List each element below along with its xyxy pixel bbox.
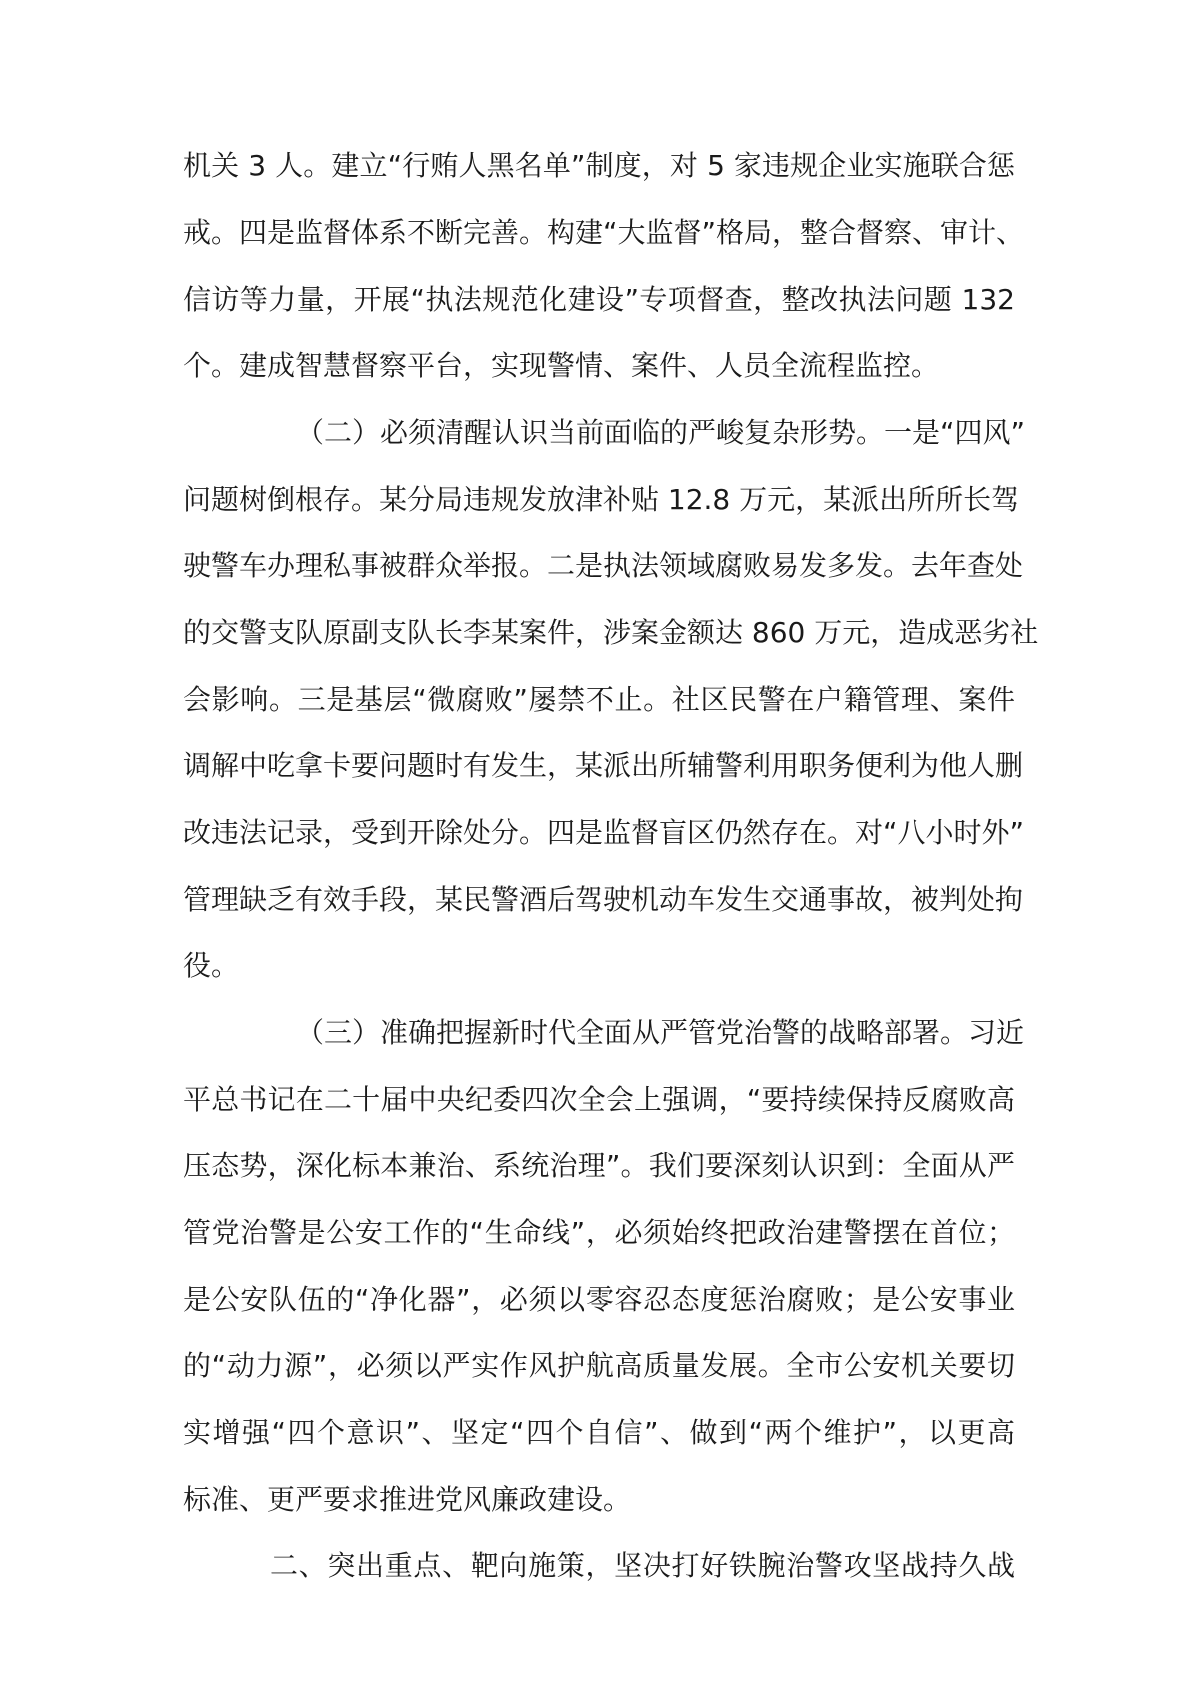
text-line: 压态势，深化标本兼治、系统治理”。我们要深刻认识到：全面从严 xyxy=(183,1149,1015,1182)
text-line: 个。建成智慧督察平台，实现警情、案件、人员全流程监控。 xyxy=(183,349,940,382)
paragraph-heading-3: （三）准确把握新时代全面从严管党治警的战略部署。习近 xyxy=(296,1016,1025,1049)
text-line: 役。 xyxy=(183,949,240,982)
text-line: 的交警支队原副支队长李某案件，涉案金额达 860 万元，造成恶劣社 xyxy=(183,616,1039,649)
text-line: 管党治警是公安工作的“生命线”，必须始终把政治建警摆在首位； xyxy=(183,1216,1015,1249)
text-line: 调解中吃拿卡要问题时有发生，某派出所辅警利用职务便利为他人删 xyxy=(183,749,1024,782)
text-line: 的“动力源”，必须以严实作风护航高质量发展。全市公安机关要切 xyxy=(183,1349,1015,1382)
text-line: 是公安队伍的“净化器”，必须以零容忍态度惩治腐败；是公安事业 xyxy=(183,1283,1015,1316)
section-heading: 二、突出重点、靶向施策，坚决打好铁腕治警攻坚战持久战 xyxy=(270,1549,1015,1582)
text-line: 戒。四是监督体系不断完善。构建“大监督”格局，整合督察、审计、 xyxy=(183,216,1025,249)
text-line: 标准、更严要求推进党风廉政建设。 xyxy=(183,1483,632,1516)
text-line: 信访等力量，开展“执法规范化建设”专项督查，整改执法问题 132 xyxy=(183,283,1015,316)
text-line: 机关 3 人。建立“行贿人黑名单”制度，对 5 家违规企业实施联合惩 xyxy=(183,149,1015,182)
text-line: 问题树倒根存。某分局违规发放津补贴 12.8 万元，某派出所所长驾 xyxy=(183,483,1020,516)
text-line: 改违法记录，受到开除处分。四是监督盲区仍然存在。对“八小时外” xyxy=(183,816,1025,849)
text-line: 实增强“四个意识”、坚定“四个自信”、做到“两个维护”，以更高 xyxy=(183,1416,1015,1449)
text-line: 平总书记在二十届中央纪委四次全会上强调，“要持续保持反腐败高 xyxy=(183,1083,1015,1116)
paragraph-heading-2: （二）必须清醒认识当前面临的严峻复杂形势。一是“四风” xyxy=(296,416,1026,449)
text-line: 管理缺乏有效手段，某民警酒后驾驶机动车发生交通事故，被判处拘 xyxy=(183,883,1024,916)
text-line: 驶警车办理私事被群众举报。二是执法领域腐败易发多发。去年查处 xyxy=(183,549,1024,582)
text-line: 会影响。三是基层“微腐败”屡禁不止。社区民警在户籍管理、案件 xyxy=(183,683,1015,716)
